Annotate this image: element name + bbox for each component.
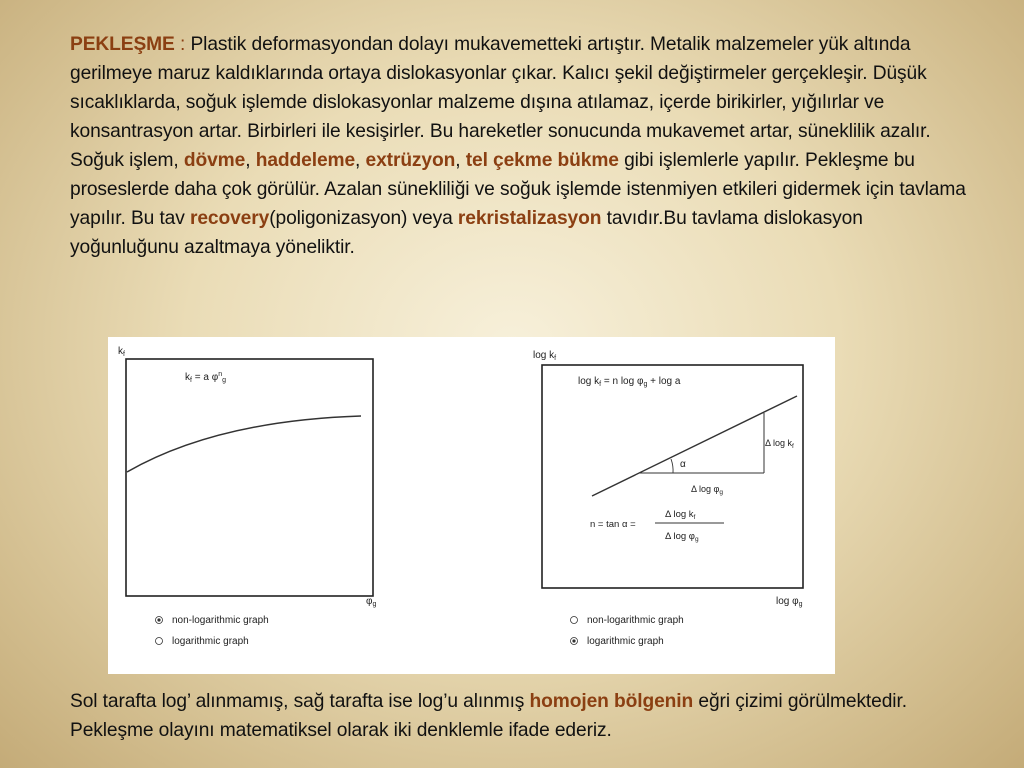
right-graph [533, 350, 803, 647]
left-radio-non-log-dot [157, 618, 160, 621]
right-graph-frame [542, 365, 803, 588]
separator-1: , [245, 150, 256, 171]
right-radio-log-dot [572, 639, 575, 642]
right-radio-log-label: logarithmic graph [587, 636, 664, 647]
right-radio-non-log-circle [571, 617, 578, 624]
definition-text-4: tavıdır.Bu tavlama dislokasyon yoğunluğunu azaltmaya yöneliktir. [70, 208, 863, 258]
highlight-dovme: dövme [183, 150, 246, 171]
angle-label: α [680, 459, 686, 470]
left-radio-log-label: logarithmic graph [172, 636, 249, 647]
slope-formula-left: n = tan α = [590, 519, 636, 530]
left-radio-log [156, 636, 249, 647]
strain-hardening-figure [108, 337, 835, 674]
highlight-haddeleme: haddeleme [255, 150, 356, 171]
right-x-axis-label: $\log \varphi_g$ [776, 596, 803, 608]
angle-arc [671, 459, 673, 473]
caption-text-2: eğri çizimi görülmektedir. Pekleşme olayını matematiksel olarak iki denklemle ifade ederiz. [70, 691, 907, 741]
caption-text-1: Sol tarafta log’ alınmamış, sağ tarafta ise log’u alınmış [70, 691, 530, 712]
highlight-homojen-bolgenin: homojen bölgenin [529, 691, 694, 712]
highlight-rekristalizasyon: rekristalizasyon [457, 208, 602, 229]
highlight-extruzyon: extrüzyon [365, 150, 456, 171]
highlight-recovery: recovery [189, 208, 270, 229]
definition-text-3: (poligonizasyon) veya [269, 208, 458, 229]
delta-y-label: Δ $\log k_f$ [765, 438, 794, 450]
term-pekleseme: PEKLEŞME [70, 34, 175, 55]
left-power-curve [127, 416, 361, 472]
definition-text-2: gibi işlemlerle yapılır. Pekleşme bu proseslerde daha çok görülür. Azalan sünekliliği ve soğuk işlemde istenmiyen etkileri gidermek için tavlama yapılır. Bu tav [70, 150, 966, 229]
slope-formula-numerator: Δ $\log k_f$ [665, 509, 696, 521]
right-radio-non-log-label: non-logarithmic graph [587, 615, 684, 626]
delta-x-label: Δ $\log \varphi_g$ [691, 484, 723, 496]
left-radio-non-log [156, 615, 269, 626]
slope-formula-denominator: Δ $\log \varphi_g$ [665, 531, 699, 543]
left-radio-log-circle [156, 638, 163, 645]
left-graph-frame [126, 359, 373, 596]
highlight-tel-cekme-bukme: tel çekme bükme [465, 150, 619, 171]
left-graph [118, 346, 376, 647]
definition-text-1: Plastik deformasyondan dolayı mukavemetteki artıştır. Metalik malzemeler yük altında gerilmeye maruz kaldıklarında ortaya dislokasyonlar çıkar. Kalıcı şekil değiştirmeler gerçekleşir. Düşük sıcaklıklarda, soğuk işlemde dislokasyonlar malzeme dışına atılamaz, içerde birikirler, yığılırlar ve konsantrasyon artar. Birbirleri ile kesişirler. Bu hareketler sonucunda mukavemet artar, süneklilik azalır. Soğuk işlem, [70, 34, 931, 171]
separator-3: , [455, 150, 466, 171]
right-y-axis-label: $\log k_f$ [533, 350, 557, 362]
graphs-svg [108, 337, 835, 674]
left-x-axis-label: $\varphi_g$ [366, 596, 377, 608]
term-colon: : [174, 34, 186, 55]
left-radio-non-log-label: non-logarithmic graph [172, 615, 269, 626]
definition-paragraph [70, 30, 970, 262]
caption-paragraph [70, 687, 970, 745]
right-radio-non-log [571, 615, 684, 626]
right-radio-log [571, 636, 664, 647]
right-equation: $\log k_f = n$ $\log \varphi_g + \log a$ [578, 376, 681, 388]
separator-2: , [355, 150, 366, 171]
left-equation: $k_f = a$ $\varphi^n_g$ [185, 371, 226, 384]
left-y-axis-label: $k_f$ [118, 346, 125, 358]
